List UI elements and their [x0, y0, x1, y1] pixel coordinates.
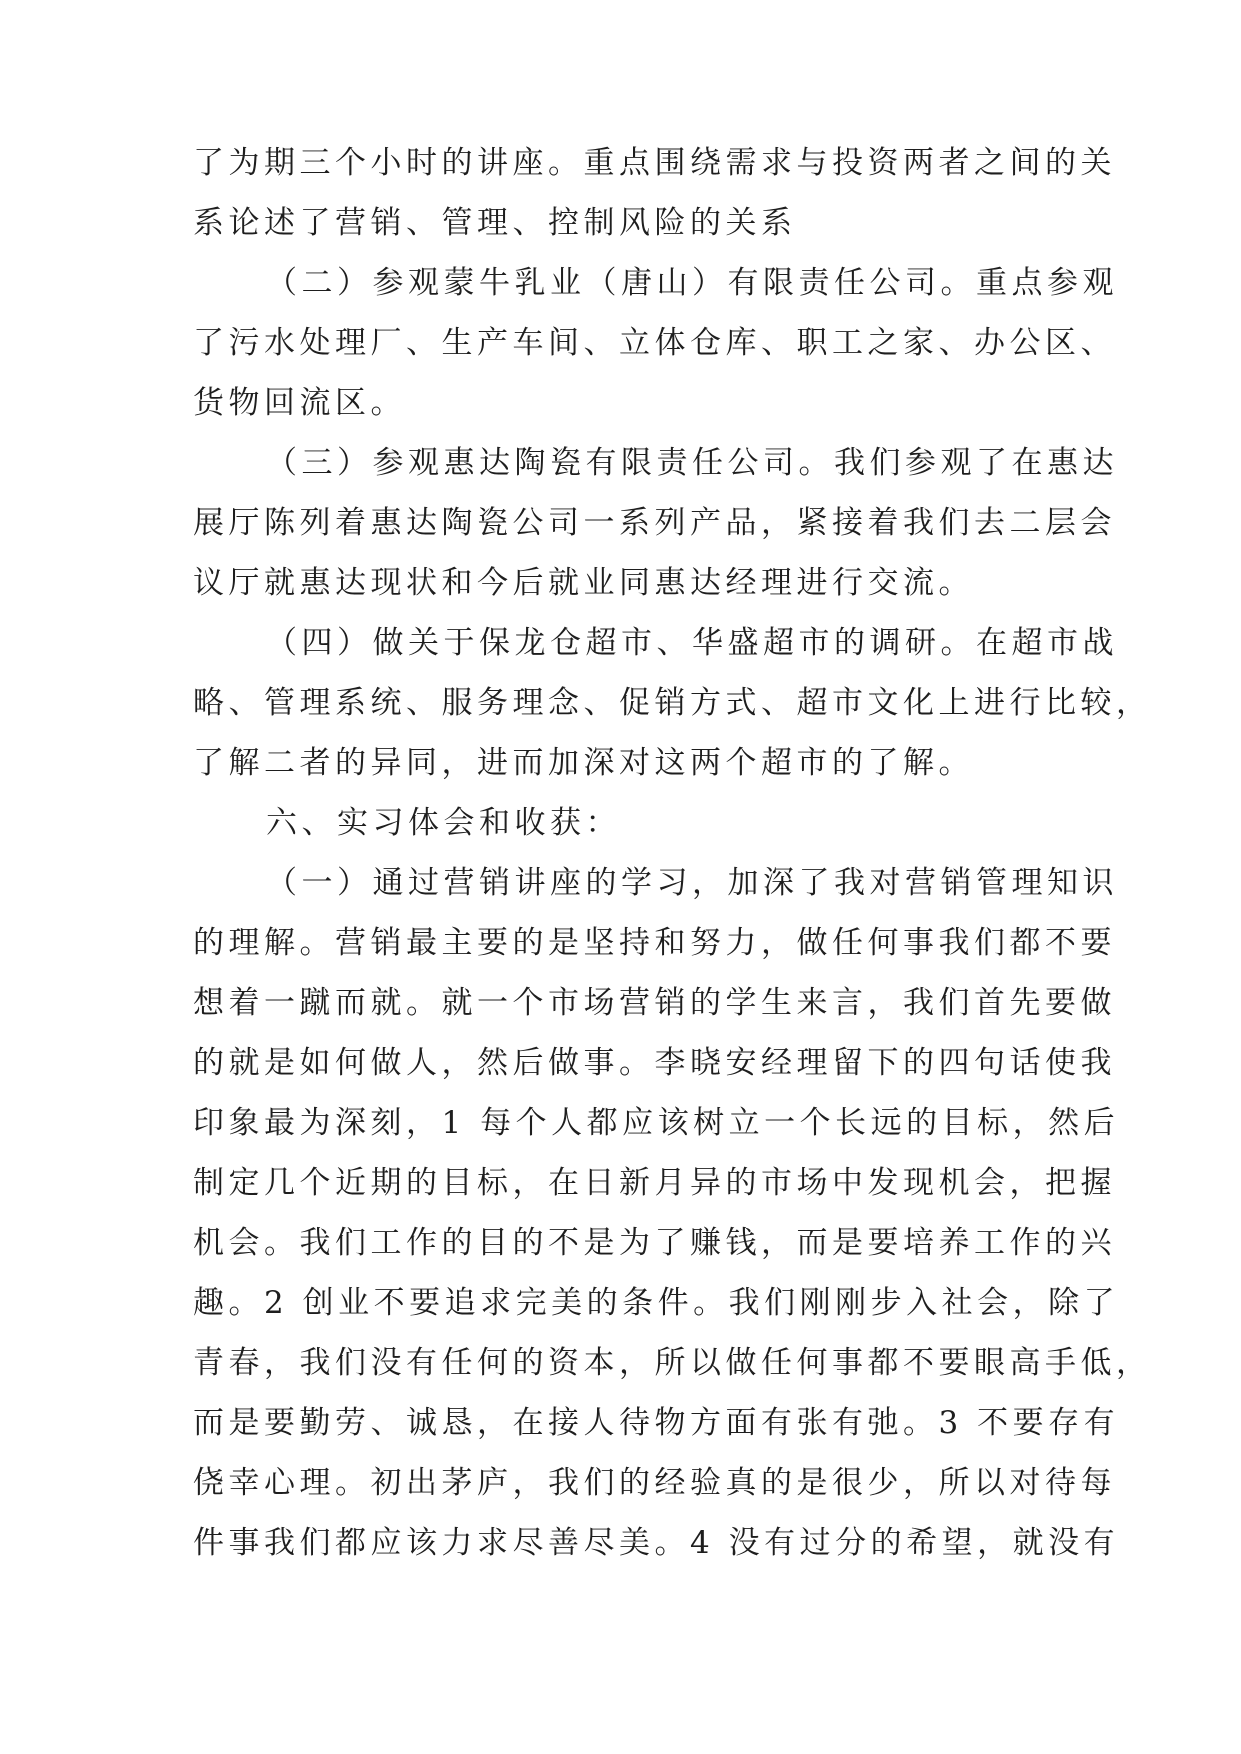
text-line: 趣。2 创业不要追求完美的条件。我们刚刚步入社会，除了	[193, 1285, 1120, 1321]
text-line: 的理解。营销最主要的是坚持和努力，做任何事我们都不要	[193, 925, 1116, 961]
text-line: 青春，我们没有任何的资本，所以做任何事都不要眼高手低，	[193, 1345, 1152, 1381]
text-line: 了解二者的异同，进而加深对这两个超市的了解。	[193, 745, 974, 781]
text-line: 想着一蹴而就。就一个市场营销的学生来言，我们首先要做	[193, 985, 1116, 1021]
text-line: 货物回流区。	[193, 385, 406, 421]
text-line: 了污水处理厂、生产车间、立体仓库、职工之家、办公区、	[193, 325, 1116, 361]
paragraph-first-line: （四）做关于保龙仓超市、华盛超市的调研。在超市战	[266, 625, 1118, 661]
paragraph-first-line: （一）通过营销讲座的学习，加深了我对营销管理知识	[266, 865, 1118, 901]
text-line: 而是要勤劳、诚恳，在接人待物方面有张有弛。3 不要存有	[193, 1405, 1120, 1441]
text-line: 印象最为深刻，1 每个人都应该树立一个长远的目标，然后	[193, 1105, 1120, 1141]
text-line: 机会。我们工作的目的不是为了赚钱，而是要培养工作的兴	[193, 1225, 1116, 1261]
paragraph-first-line: （三）参观惠达陶瓷有限责任公司。我们参观了在惠达	[266, 445, 1118, 481]
text-line: 系论述了营销、管理、控制风险的关系	[193, 205, 797, 241]
paragraph-first-line: （二）参观蒙牛乳业（唐山）有限责任公司。重点参观	[266, 265, 1118, 301]
text-line: 议厅就惠达现状和今后就业同惠达经理进行交流。	[193, 565, 974, 601]
text-line: 了为期三个小时的讲座。重点围绕需求与投资两者之间的关	[193, 145, 1116, 181]
section-heading: 六、实习体会和收获：	[266, 805, 621, 841]
text-line: 件事我们都应该力求尽善尽美。4 没有过分的希望，就没有	[193, 1525, 1120, 1561]
text-line: 侥幸心理。初出茅庐，我们的经验真的是很少，所以对待每	[193, 1465, 1116, 1501]
text-line: 略、管理系统、服务理念、促销方式、超市文化上进行比较，	[193, 685, 1152, 721]
text-line: 的就是如何做人，然后做事。李晓安经理留下的四句话使我	[193, 1045, 1116, 1081]
text-line: 展厅陈列着惠达陶瓷公司一系列产品，紧接着我们去二层会	[193, 505, 1116, 541]
text-line: 制定几个近期的目标，在日新月异的市场中发现机会，把握	[193, 1165, 1116, 1201]
